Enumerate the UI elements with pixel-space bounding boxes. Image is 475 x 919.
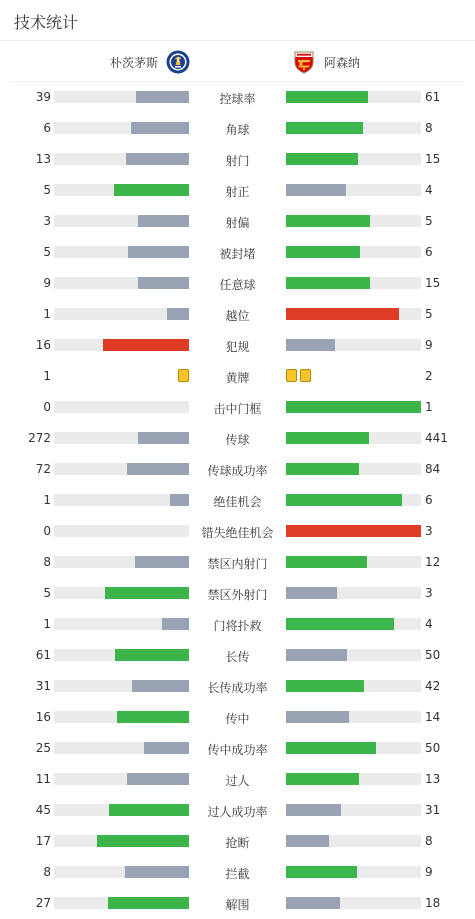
stat-row: [0, 85, 475, 116]
away-value: 6: [425, 245, 433, 259]
home-bar-track: [54, 463, 189, 475]
home-bar-track: [54, 866, 189, 878]
home-value: 31: [35, 679, 51, 693]
stat-label: 绝佳机会: [213, 495, 262, 509]
away-value: 9: [425, 865, 433, 879]
away-value: 4: [425, 617, 433, 631]
home-value: 61: [35, 648, 51, 662]
stat-row: [0, 209, 475, 240]
away-bar-track: [286, 773, 421, 785]
stat-row: [0, 395, 475, 426]
away-value: 8: [425, 121, 433, 135]
stat-row: [0, 581, 475, 612]
away-bar-fill: [286, 91, 368, 103]
away-value: 31: [425, 803, 441, 817]
home-bar-fill: [97, 835, 189, 847]
home-bar-track: [54, 835, 189, 847]
away-bar-track: [286, 711, 421, 723]
stat-label: 传球: [225, 433, 250, 447]
away-value: 5: [425, 214, 433, 228]
away-bar-track: [286, 494, 421, 506]
home-bar-fill: [126, 153, 189, 165]
away-bar-fill: [286, 835, 329, 847]
stat-label: 射正: [225, 185, 250, 199]
stat-row: [0, 240, 475, 271]
away-bar-track: [286, 277, 421, 289]
away-bar-fill: [286, 711, 349, 723]
home-bar-fill: [144, 742, 189, 754]
stat-label: 被封堵: [219, 247, 256, 261]
home-bar-track: [54, 618, 189, 630]
stat-row: [0, 364, 475, 395]
home-value: 5: [43, 586, 51, 600]
away-bar-fill: [286, 246, 360, 258]
away-value: 5: [425, 307, 433, 321]
home-bar-fill: [138, 277, 189, 289]
home-yellow-cards: [178, 369, 189, 382]
home-bar-track: [54, 246, 189, 258]
stat-row: [0, 674, 475, 705]
home-value: 16: [35, 338, 51, 352]
away-bar-fill: [286, 153, 358, 165]
stat-row: [0, 333, 475, 364]
away-bar-fill: [286, 184, 346, 196]
away-bar-fill: [286, 308, 399, 320]
stat-label: 错失绝佳机会: [201, 526, 274, 540]
stat-row: [0, 426, 475, 457]
home-value: 11: [35, 772, 51, 786]
away-bar-track: [286, 587, 421, 599]
stat-label: 黄牌: [225, 371, 250, 385]
stat-row: [0, 612, 475, 643]
home-value: 25: [35, 741, 51, 755]
home-bar-fill: [127, 463, 189, 475]
away-value: 15: [425, 152, 441, 166]
stat-row: [0, 550, 475, 581]
away-value: 1: [425, 400, 433, 414]
away-bar-fill: [286, 525, 421, 537]
home-bar-fill: [138, 215, 189, 227]
stat-label: 抢断: [225, 836, 250, 850]
away-value: 12: [425, 555, 441, 569]
away-value: 3: [425, 524, 433, 538]
away-bar-fill: [286, 804, 341, 816]
stat-label: 传中成功率: [207, 743, 268, 757]
away-bar-fill: [286, 742, 376, 754]
away-bar-fill: [286, 215, 370, 227]
home-value: 45: [35, 803, 51, 817]
away-bar-fill: [286, 866, 357, 878]
stat-label: 射偏: [225, 216, 250, 230]
stat-label: 解围: [225, 898, 250, 912]
away-bar-track: [286, 184, 421, 196]
home-bar-fill: [125, 866, 189, 878]
home-value: 5: [43, 245, 51, 259]
home-bar-fill: [115, 649, 189, 661]
away-bar-track: [286, 339, 421, 351]
away-bar-track: [286, 401, 421, 413]
away-bar-track: [286, 742, 421, 754]
home-bar-track: [54, 773, 189, 785]
home-bar-track: [54, 711, 189, 723]
home-bar-track: [54, 432, 189, 444]
away-bar-track: [286, 649, 421, 661]
away-bar-track: [286, 308, 421, 320]
home-bar-track: [54, 494, 189, 506]
away-value: 9: [425, 338, 433, 352]
away-bar-track: [286, 91, 421, 103]
away-bar-track: [286, 618, 421, 630]
away-bar-track: [286, 153, 421, 165]
home-team-name: 朴茨茅斯: [109, 55, 158, 70]
stat-label: 过人成功率: [207, 805, 268, 819]
home-bar-fill: [105, 587, 189, 599]
away-value: 18: [425, 896, 441, 910]
stat-label: 禁区外射门: [207, 588, 268, 602]
stat-label: 击中门框: [213, 402, 262, 416]
away-value: 14: [425, 710, 441, 724]
home-bar-fill: [170, 494, 189, 506]
away-bar-track: [286, 432, 421, 444]
away-bar-fill: [286, 649, 347, 661]
away-value: 50: [425, 741, 441, 755]
home-value: 5: [43, 183, 51, 197]
away-bar-track: [286, 215, 421, 227]
home-bar-track: [54, 525, 189, 537]
away-bar-track: [286, 463, 421, 475]
away-value: 2: [425, 369, 433, 383]
home-value: 8: [43, 865, 51, 879]
stat-row: [0, 116, 475, 147]
home-bar-fill: [132, 680, 189, 692]
stat-row: [0, 829, 475, 860]
stat-row: [0, 891, 475, 919]
stat-label: 长传成功率: [207, 681, 268, 695]
home-value: 9: [43, 276, 51, 290]
yellow-card-icon: [178, 369, 189, 382]
stat-row: [0, 147, 475, 178]
home-bar-track: [54, 556, 189, 568]
away-team-name: 阿森纳: [324, 55, 361, 70]
home-value: 27: [35, 896, 51, 910]
away-value: 6: [425, 493, 433, 507]
away-value: 441: [425, 431, 448, 445]
stat-row: [0, 798, 475, 829]
home-bar-track: [54, 339, 189, 351]
arsenal-badge-icon: [292, 50, 316, 74]
stat-row: [0, 457, 475, 488]
home-bar-track: [54, 680, 189, 692]
away-bar-track: [286, 525, 421, 537]
away-value: 3: [425, 586, 433, 600]
away-bar-fill: [286, 401, 421, 413]
stat-label: 越位: [225, 309, 250, 323]
yellow-card-icon: [300, 369, 311, 382]
home-bar-track: [54, 277, 189, 289]
away-bar-fill: [286, 432, 369, 444]
stat-label: 传球成功率: [207, 464, 268, 478]
home-bar-fill: [136, 91, 189, 103]
away-bar-track: [286, 804, 421, 816]
home-bar-track: [54, 308, 189, 320]
away-value: 8: [425, 834, 433, 848]
away-value: 50: [425, 648, 441, 662]
home-value: 0: [43, 524, 51, 538]
home-bar-fill: [108, 897, 189, 909]
divider: [10, 81, 465, 82]
header: [0, 0, 475, 41]
stat-row: [0, 519, 475, 550]
home-bar-fill: [162, 618, 189, 630]
home-bar-fill: [103, 339, 189, 351]
stat-row: [0, 302, 475, 333]
away-bar-fill: [286, 897, 340, 909]
home-value: 272: [28, 431, 51, 445]
home-bar-track: [54, 91, 189, 103]
home-bar-fill: [138, 432, 190, 444]
home-value: 72: [35, 462, 51, 476]
home-value: 1: [43, 307, 51, 321]
stat-label: 长传: [225, 650, 250, 664]
home-bar-track: [54, 215, 189, 227]
away-bar-fill: [286, 463, 359, 475]
away-bar-track: [286, 246, 421, 258]
stat-row: [0, 271, 475, 302]
home-bar-fill: [114, 184, 189, 196]
portsmouth-badge-icon: [166, 50, 190, 74]
away-team[interactable]: [292, 49, 360, 75]
away-yellow-cards: [286, 369, 311, 382]
stat-row: [0, 488, 475, 519]
away-bar-fill: [286, 339, 335, 351]
stat-row: [0, 767, 475, 798]
away-bar-track: [286, 556, 421, 568]
stat-label: 拦截: [225, 867, 250, 881]
home-bar-fill: [128, 246, 189, 258]
home-value: 39: [35, 90, 51, 104]
away-bar-fill: [286, 122, 363, 134]
away-bar-fill: [286, 277, 370, 289]
away-bar-track: [286, 680, 421, 692]
home-value: 6: [43, 121, 51, 135]
stat-row: [0, 705, 475, 736]
home-bar-fill: [117, 711, 189, 723]
stat-row: [0, 643, 475, 674]
away-bar-fill: [286, 618, 394, 630]
stat-label: 角球: [225, 123, 250, 137]
away-value: 42: [425, 679, 441, 693]
home-bar-track: [54, 401, 189, 413]
stat-label: 过人: [225, 774, 250, 788]
stat-label: 禁区内射门: [207, 557, 268, 571]
home-value: 1: [43, 369, 51, 383]
home-value: 3: [43, 214, 51, 228]
home-bar-fill: [167, 308, 190, 320]
stat-row: [0, 736, 475, 767]
away-bar-fill: [286, 773, 359, 785]
home-bar-track: [54, 649, 189, 661]
away-value: 61: [425, 90, 441, 104]
page-title: 技术统计: [14, 13, 79, 32]
home-bar-track: [54, 153, 189, 165]
home-value: 16: [35, 710, 51, 724]
away-value: 4: [425, 183, 433, 197]
home-value: 8: [43, 555, 51, 569]
home-team[interactable]: [110, 49, 190, 75]
away-bar-fill: [286, 587, 337, 599]
home-bar-fill: [131, 122, 189, 134]
away-bar-track: [286, 897, 421, 909]
stat-label: 传中: [225, 712, 250, 726]
home-bar-track: [54, 742, 189, 754]
home-bar-fill: [109, 804, 189, 816]
home-bar-track: [54, 587, 189, 599]
away-value: 84: [425, 462, 441, 476]
stat-label: 控球率: [219, 92, 256, 106]
stat-label: 门将扑救: [213, 619, 262, 633]
home-bar-track: [54, 897, 189, 909]
away-bar-track: [286, 835, 421, 847]
away-bar-track: [286, 866, 421, 878]
home-value: 17: [35, 834, 51, 848]
home-bar-fill: [127, 773, 189, 785]
home-bar-track: [54, 804, 189, 816]
teams-header: [0, 41, 475, 82]
home-value: 0: [43, 400, 51, 414]
stats-list: [0, 85, 475, 919]
away-value: 13: [425, 772, 441, 786]
stat-row: [0, 860, 475, 891]
yellow-card-icon: [286, 369, 297, 382]
away-value: 15: [425, 276, 441, 290]
home-value: 1: [43, 617, 51, 631]
stat-label: 犯规: [225, 340, 250, 354]
away-bar-fill: [286, 556, 367, 568]
home-bar-track: [54, 184, 189, 196]
home-bar-fill: [135, 556, 189, 568]
away-bar-fill: [286, 680, 364, 692]
home-bar-track: [54, 122, 189, 134]
stat-row: [0, 178, 475, 209]
away-bar-track: [286, 122, 421, 134]
home-value: 13: [35, 152, 51, 166]
stat-label: 任意球: [219, 278, 256, 292]
stat-label: 射门: [225, 154, 250, 168]
away-bar-fill: [286, 494, 402, 506]
home-value: 1: [43, 493, 51, 507]
